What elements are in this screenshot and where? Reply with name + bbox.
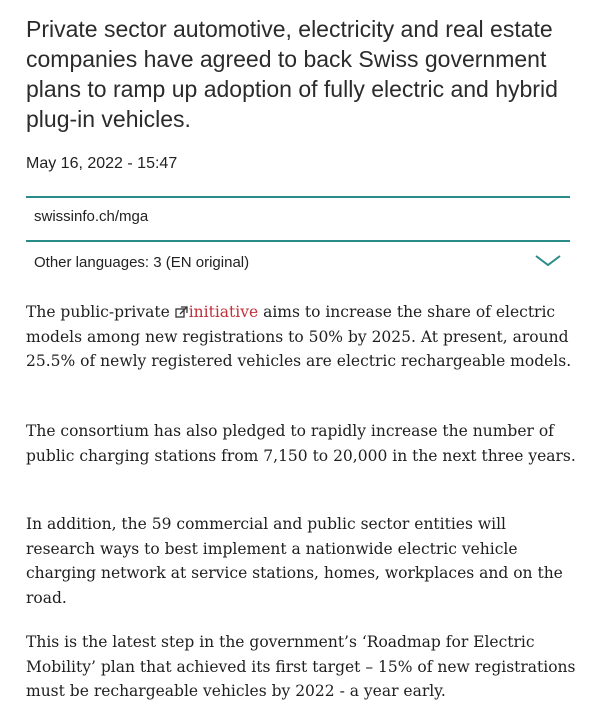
other-languages-label: Other languages: 3 (EN original) [34,254,250,271]
paragraph-1-end: aims to increase the share of electric models among new registrations to 50% by 2025. At present, around 25.5% of newly registered vehicles are electric rechargeable models. [26,303,572,370]
paragraph-1-start: The public-private [26,303,175,321]
external-link-icon [175,306,188,318]
paragraph-3: In addition, the 59 commercial and public sector entities will research ways to best implement a nationwide electric vehicle charging network at service stations, homes, workplaces and on the road. [26,515,563,607]
paragraph-2: The consortium has also pledged to rapidly increase the number of public charging stations from 7,150 to 20,000 in the next three years. [26,422,576,465]
paragraph-1 [26,300,576,374]
divider-top [26,196,570,198]
chevron-down-icon[interactable] [534,253,562,269]
paragraph-4: This is the latest step in the government’s ‘Roadmap for Electric Mobility’ plan that achieved its first target – 15% of new registrations must be rechargeable vehicles by 2022 - a year early. [26,633,576,700]
other-languages-toggle[interactable] [26,243,570,279]
publish-date: May 16, 2022 - 15:47 [26,155,178,172]
source-credit: swissinfo.ch/mga [34,208,149,225]
divider-middle [26,240,570,242]
article-lead: Private sector automotive, electricity and real estate companies have agreed to back Swiss government plans to ramp up adoption of fully electric and hybrid plug-in vehicles. [26,16,558,132]
initiative-link[interactable]: initiative [188,303,259,321]
